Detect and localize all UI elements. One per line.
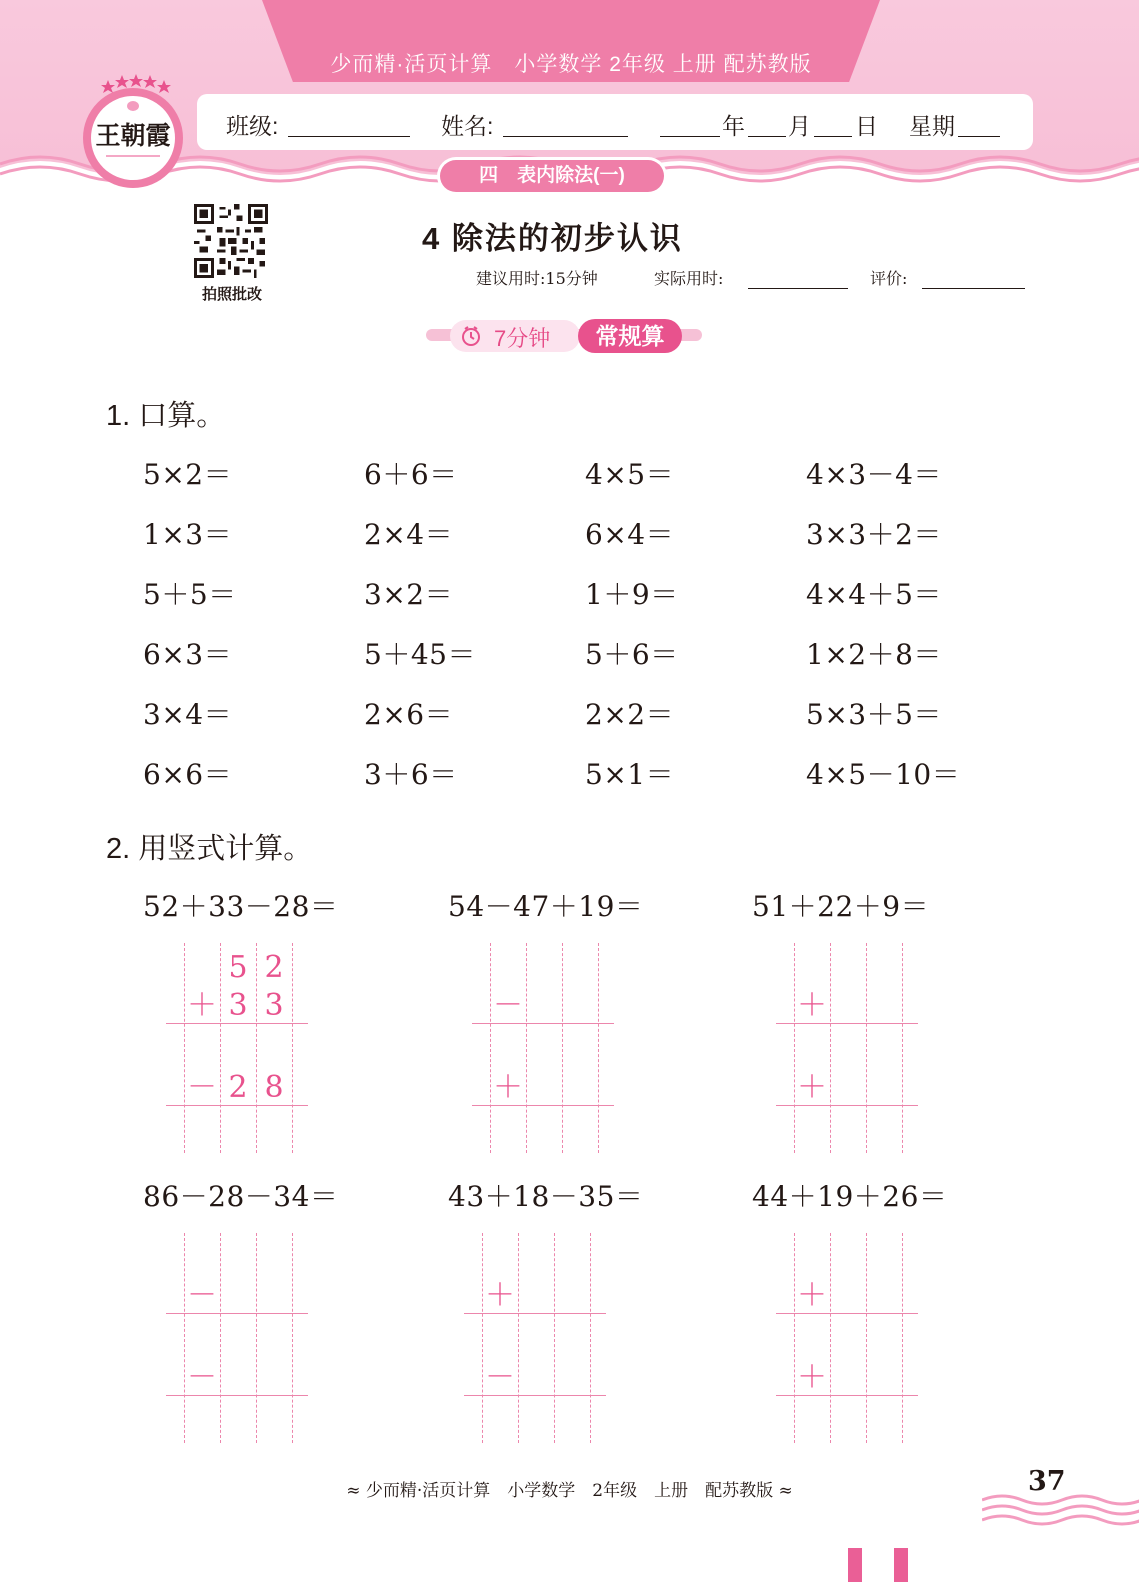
time-badge-text: 7分钟: [494, 326, 551, 351]
oral-expr: 2×6＝: [364, 698, 454, 731]
oral-expr: 1×3＝: [143, 518, 233, 551]
digit: 5: [228, 950, 248, 985]
oral-expr: 5＋6＝: [585, 638, 679, 671]
weekday-label: 星期: [909, 113, 955, 139]
rating-label: 评价:: [870, 269, 908, 288]
class-label: 班级:: [226, 113, 279, 139]
clock-icon: [460, 325, 482, 347]
vertical-calc-grid[interactable]: [776, 1233, 926, 1443]
oral-expr: 5＋5＝: [143, 578, 237, 611]
chapter-label: 四 表内除法(一): [440, 160, 664, 192]
operator-sign: ＋: [485, 1278, 515, 1313]
oral-expr: 2×2＝: [585, 698, 675, 731]
operator-sign: －: [187, 1070, 217, 1105]
operator-sign: ＋: [797, 1070, 827, 1105]
day-label: 日: [855, 113, 878, 139]
qr-code-icon[interactable]: [192, 204, 270, 278]
svg-text:王朝霞: 王朝霞: [95, 121, 171, 150]
digit: 3: [228, 988, 248, 1023]
suggested-time: 建议用时:15分钟: [476, 269, 598, 288]
rating-field[interactable]: [922, 288, 1025, 289]
oral-expr: 5×3＋5＝: [806, 698, 942, 731]
oral-expr: 4×5－10＝: [806, 758, 961, 791]
footer-wave-decoration: [982, 1490, 1139, 1530]
q1-heading: 1. 口算。: [106, 400, 226, 432]
oral-expr: 5×1＝: [585, 758, 675, 791]
operator-sign: ＋: [187, 988, 217, 1023]
oral-expr: 4×4＋5＝: [806, 578, 942, 611]
operator-sign: ＋: [797, 1360, 827, 1395]
digit: 3: [264, 988, 284, 1023]
day-field[interactable]: [814, 136, 852, 137]
vertical-problem-expr: 52＋33－28＝: [143, 890, 339, 923]
class-field[interactable]: [288, 136, 410, 137]
oral-expr: 5×2＝: [143, 458, 233, 491]
operator-sign: －: [485, 1360, 515, 1395]
digit: 2: [264, 950, 284, 985]
oral-expr: 5＋45＝: [364, 638, 476, 671]
page-number: 37: [1028, 1466, 1066, 1497]
vertical-problem-expr: 51＋22＋9＝: [752, 890, 930, 923]
oral-expr: 6＋6＝: [364, 458, 458, 491]
vertical-problem-expr: 44＋19＋26＝: [752, 1180, 948, 1213]
oral-expr: 3×3＋2＝: [806, 518, 942, 551]
footer-series-title: ≈ 少而精·活页计算 小学数学 2年级 上册 配苏教版 ≈: [346, 1481, 793, 1501]
oral-expr: 6×6＝: [143, 758, 233, 791]
student-info-box: [197, 94, 1033, 150]
vertical-problem-expr: 43＋18－35＝: [448, 1180, 644, 1213]
operator-sign: －: [187, 1278, 217, 1313]
digit: 2: [228, 1070, 248, 1105]
oral-expr: 2×4＝: [364, 518, 454, 551]
page-edge-tab: [894, 1548, 908, 1582]
digit: 8: [264, 1070, 284, 1105]
vertical-calc-grid[interactable]: [464, 1233, 614, 1443]
year-label: 年: [722, 113, 745, 139]
q2-heading: 2. 用竖式计算。: [106, 833, 313, 865]
oral-expr: 3×4＝: [143, 698, 233, 731]
actual-time-field[interactable]: [748, 288, 848, 289]
operator-sign: ＋: [493, 1070, 523, 1105]
oral-expr: 6×3＝: [143, 638, 233, 671]
weekday-field[interactable]: [958, 136, 1000, 137]
operator-sign: －: [187, 1360, 217, 1395]
oral-expr: 3＋6＝: [364, 758, 458, 791]
type-badge: 常规算: [578, 319, 682, 353]
lesson-title: 4 除法的初步认识: [422, 221, 683, 256]
year-field[interactable]: [660, 136, 720, 137]
oral-expr: 3×2＝: [364, 578, 454, 611]
actual-time-label: 实际用时:: [654, 269, 724, 288]
oral-expr: 6×4＝: [585, 518, 675, 551]
vertical-calc-grid[interactable]: [166, 943, 316, 1153]
vertical-calc-grid[interactable]: [166, 1233, 316, 1443]
vertical-calc-grid[interactable]: [472, 943, 622, 1153]
vertical-problem-expr: 54－47＋19＝: [448, 890, 644, 923]
operator-sign: －: [493, 988, 523, 1023]
oral-expr: 1×2＋8＝: [806, 638, 942, 671]
operator-sign: ＋: [797, 988, 827, 1023]
vertical-calc-grid[interactable]: [776, 943, 926, 1153]
name-label: 姓名:: [441, 113, 494, 139]
qr-label: 拍照批改: [201, 286, 262, 303]
series-title: 少而精·活页计算 小学数学 2年级 上册 配苏教版: [330, 53, 812, 76]
oral-expr: 1＋9＝: [585, 578, 679, 611]
month-label: 月: [788, 113, 811, 139]
page-edge-tab: [848, 1548, 862, 1582]
operator-sign: ＋: [797, 1278, 827, 1313]
vertical-problem-expr: 86－28－34＝: [143, 1180, 339, 1213]
publisher-logo: [78, 72, 188, 192]
oral-expr: 4×5＝: [585, 458, 675, 491]
name-field[interactable]: [503, 136, 628, 137]
oral-expr: 4×3－4＝: [806, 458, 942, 491]
month-field[interactable]: [748, 136, 786, 137]
